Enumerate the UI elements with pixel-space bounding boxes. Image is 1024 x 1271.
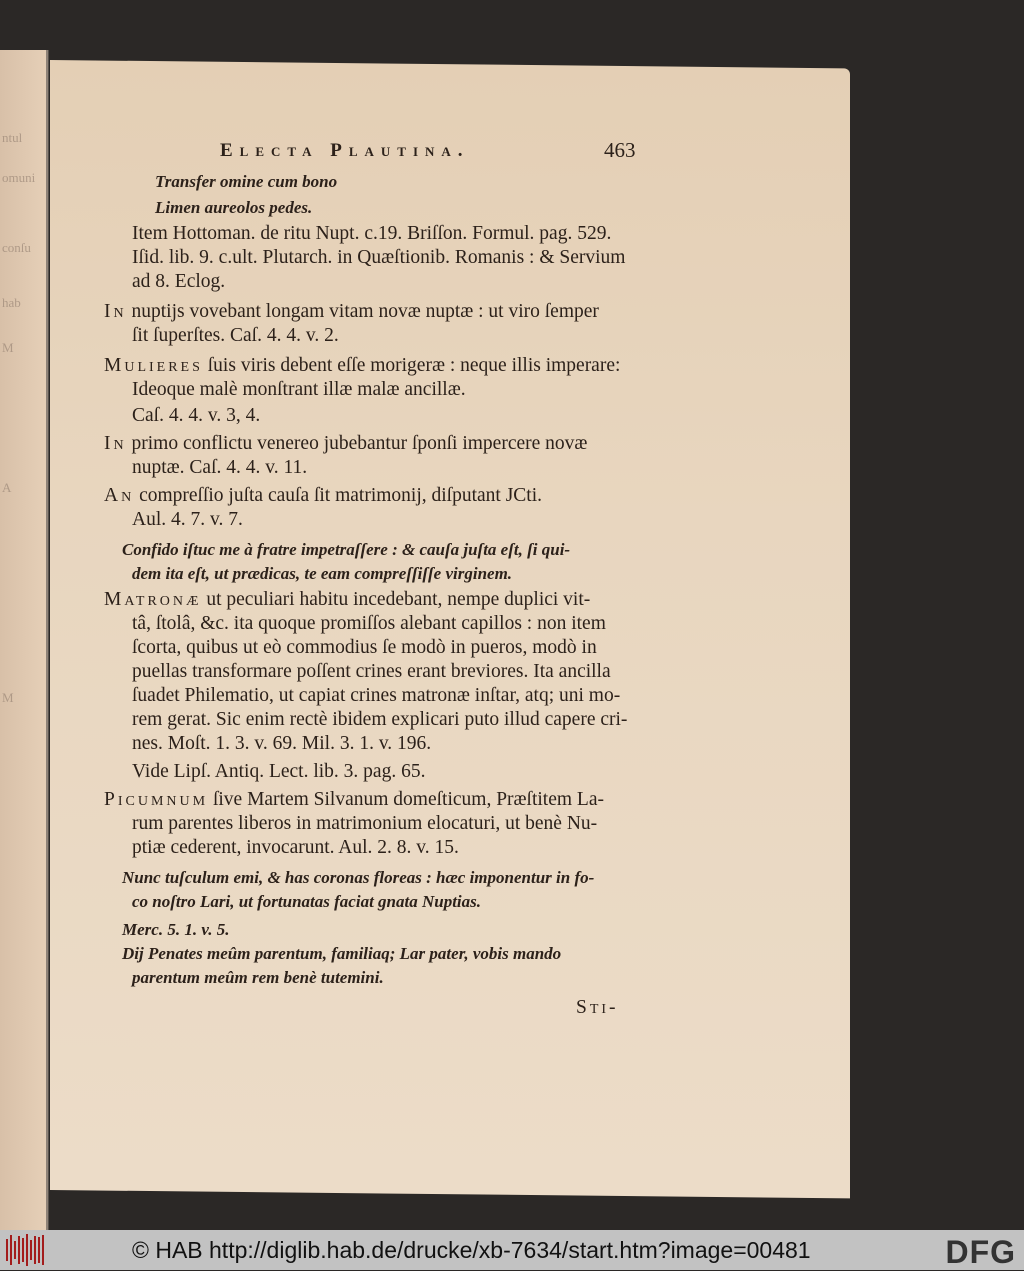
text-line: parentum meûm rem benè tutemini. <box>132 968 384 987</box>
text-line: Dij Penates meûm parentum, familiaq; Lar pater, vobis mando <box>122 944 562 963</box>
lead-word: In <box>104 301 127 322</box>
text-line: Picumnum ſive Martem Silvanum domeſticum, Præſtitem La- <box>104 789 604 810</box>
hab-logo-icon <box>6 1234 48 1266</box>
text-line: Iſid. lib. 9. c.ult. Plutarch. in Quæſtionib. Romanis : & Servium <box>132 247 626 268</box>
lead-word: An <box>104 485 135 506</box>
lead-word: In <box>104 433 127 454</box>
text-line: Item Hottoman. de ritu Nupt. c.19. Briſſon. Formul. pag. 529. <box>132 223 612 244</box>
dfg-logo: DFG <box>945 1234 1016 1270</box>
ghost-text: M <box>2 690 14 705</box>
lead-word: Picumnum <box>104 789 209 810</box>
ghost-text: conſu <box>2 240 31 255</box>
ghost-text: omuni <box>2 170 36 185</box>
text-line: tâ, ſtolâ, &c. ita quoque promiſſos alebant capillos : non item <box>132 613 606 634</box>
ghost-text: ntul <box>2 130 23 145</box>
text-line: nes. Moſt. 1. 3. v. 69. Mil. 3. 1. v. 196. <box>132 733 432 754</box>
text-line: Confido iſtuc me à fratre impetraſſere : & cauſa juſta eſt, ſi qui- <box>122 540 571 559</box>
copyright-url[interactable]: © HAB http://diglib.hab.de/drucke/xb-7634/start.htm?image=00481 <box>132 1236 811 1263</box>
text-line: ſuadet Philematio, ut capiat crines matronæ inſtar, atq; uni mo- <box>132 685 621 706</box>
text-line: Transfer omine cum bono <box>155 172 338 191</box>
text-line: Limen aureolos pedes. <box>155 198 313 217</box>
text-line: dem ita eſt, ut prædicas, te eam compreſſiſſe virginem. <box>132 564 513 583</box>
text-line: Vide Lipſ. Antiq. Lect. lib. 3. pag. 65. <box>132 761 426 782</box>
text-line: Ideoque malè monſtrant illæ malæ ancillæ. <box>132 379 466 400</box>
gutter-line <box>46 50 49 1240</box>
text-line: In primo conflictu venereo jubebantur ſponſi impercere novæ <box>104 433 588 454</box>
running-head: Electa Plautina. <box>220 140 470 161</box>
text-line: Matronæ ut peculiari habitu incedebant, nempe duplici vit- <box>104 589 591 610</box>
text-line: puellas transformare poſſent crines erant breviores. Ita ancilla <box>132 661 611 682</box>
text-line: ſcorta, quibus ut eò commodius ſe modò in pueros, modò in <box>132 637 597 658</box>
text-line: Mulieres ſuis viris debent eſſe morigeræ : neque illis imperare: <box>104 355 621 376</box>
text-line: co noſtro Lari, ut fortunatas faciat gnata Nuptias. <box>132 892 482 911</box>
text-line: Caſ. 4. 4. v. 3, 4. <box>132 405 261 426</box>
text-line: Aul. 4. 7. v. 7. <box>132 509 243 530</box>
text-line: ad 8. Eclog. <box>132 271 226 292</box>
text-line: rem gerat. Sic enim rectè ibidem explicari puto illud capere cri- <box>132 709 628 730</box>
page-number: 463 <box>604 138 636 162</box>
text-line: nuptæ. Caſ. 4. 4. v. 11. <box>132 457 308 478</box>
facing-page-edge <box>0 50 48 1230</box>
text-line: ptiæ cederent, invocarunt. Aul. 2. 8. v. 15. <box>132 837 459 858</box>
catchword: Sti- <box>576 997 619 1018</box>
text-line: In nuptijs vovebant longam vitam novæ nuptæ : ut viro ſemper <box>104 301 599 322</box>
footer-bar <box>0 1230 1024 1270</box>
text-line: ſit ſuperſtes. Caſ. 4. 4. v. 2. <box>132 325 339 346</box>
lead-word: Matronæ <box>104 589 202 610</box>
text-line: An compreſſio juſta cauſa ſit matrimonij, diſputant JCti. <box>104 485 543 506</box>
ghost-text: A <box>2 480 12 495</box>
ghost-text: hab <box>2 295 21 310</box>
page-content <box>52 60 852 1190</box>
text-line: rum parentes liberos in matrimonium elocaturi, ut benè Nu- <box>132 813 598 834</box>
text-line: Merc. 5. 1. v. 5. <box>122 920 230 939</box>
ghost-text: M <box>2 340 14 355</box>
text-line: Nunc tuſculum emi, & has coronas floreas : hæc imponentur in fo- <box>122 868 595 887</box>
lead-word: Mulieres <box>104 355 203 376</box>
